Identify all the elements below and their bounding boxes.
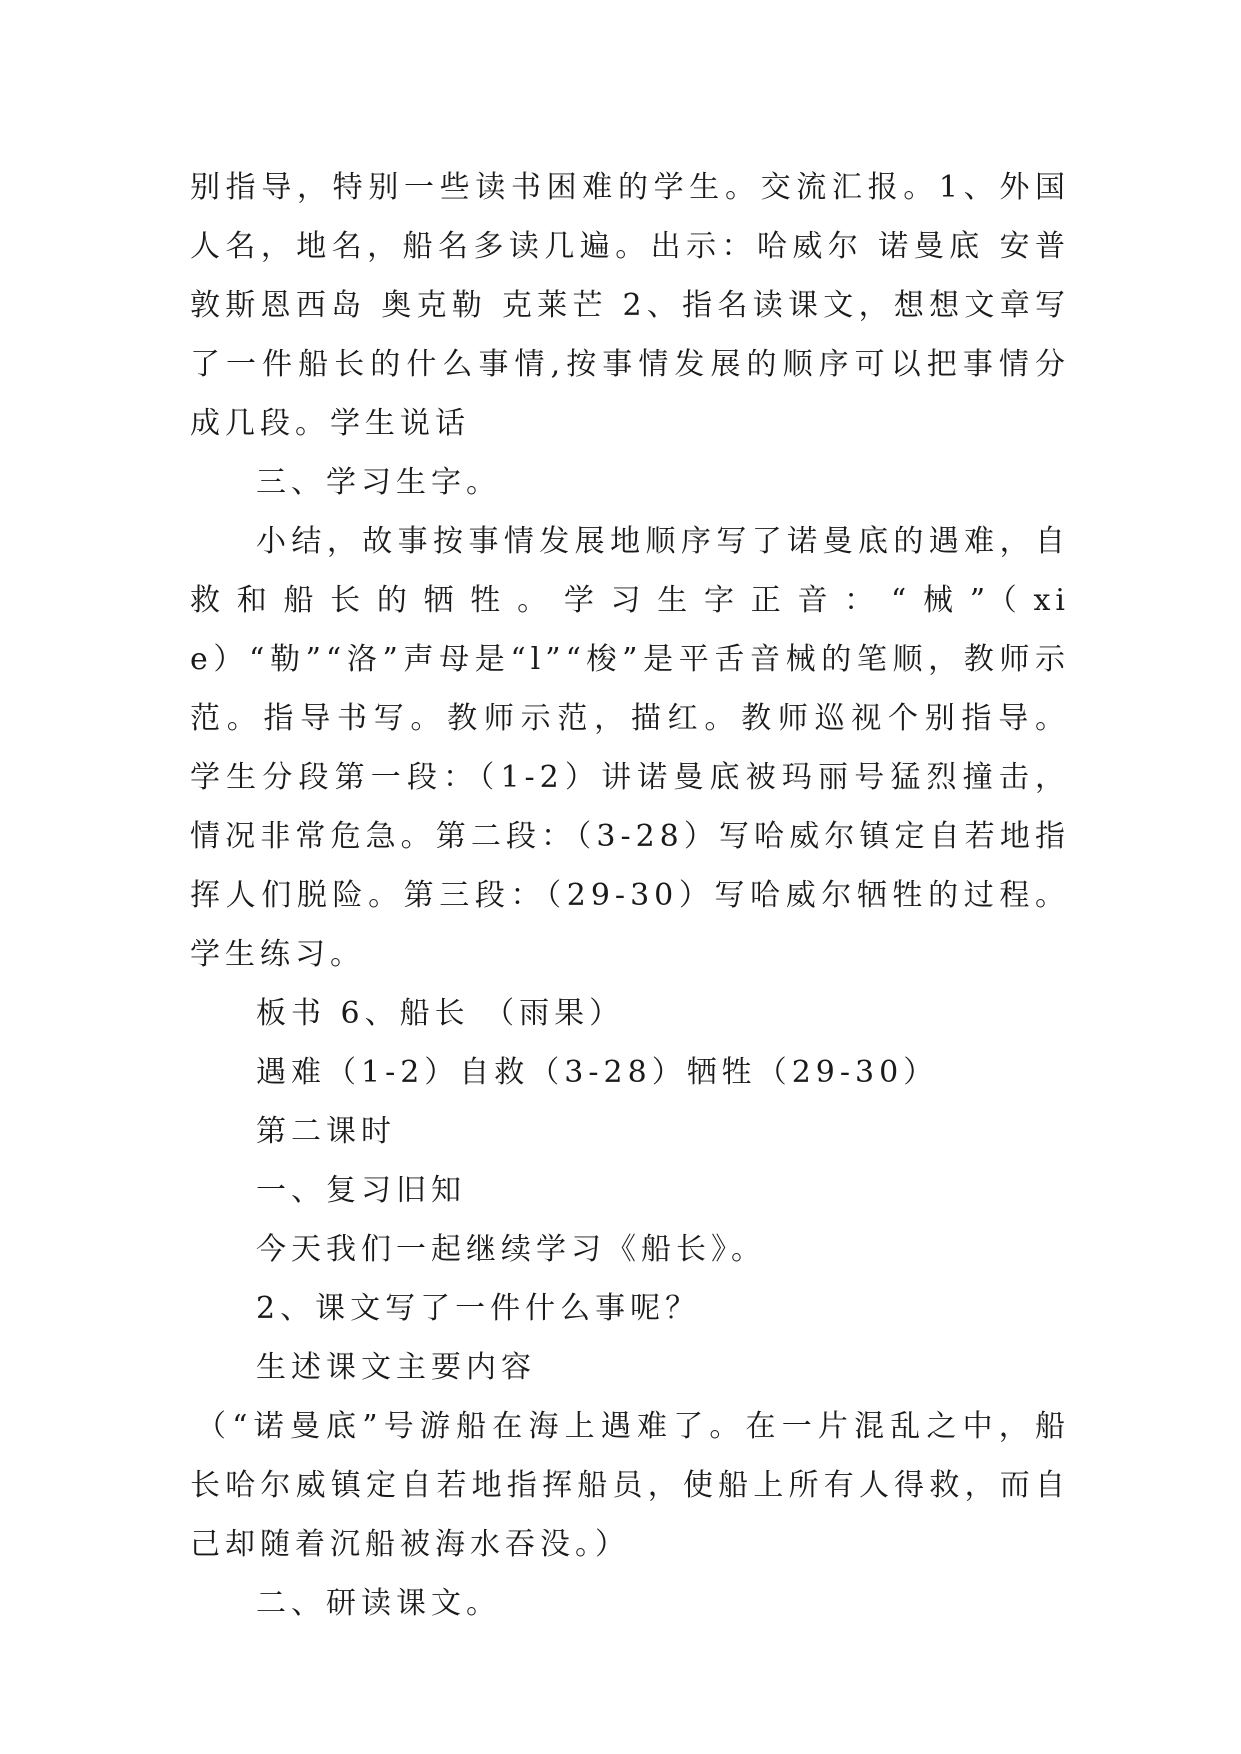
document-body [190, 158, 1070, 1633]
blackboard-title: 板书 6、船长 （雨果） [256, 996, 625, 1031]
paragraph-summary: 小结，故事按事情发展地顺序写了诺曼底的遇难，自救和船长的牺牲。学习生字正音：“械”（xie）“勒”“洛”声母是“l”“梭”是平舌音械的笔顺，教师示范。指导书写。教师示范，描红。教师巡视个别指导。 学生分段第一段：（1-2）讲诺曼底被玛丽号猛烈撞击，情况非常危急。第二段：（3-28）写哈威尔镇定自若地指挥人们脱险。第三段：（29-30）写哈威尔牺牲的过程。学生练习。 [190, 524, 1070, 972]
paragraph-continue-learning: 今天我们一起继续学习《船长》。 [256, 1232, 766, 1267]
blackboard-outline: 遇难（1-2）自救（3-28）牺牲（29-30） [256, 1055, 939, 1090]
section-heading-study-text: 二、研读课文。 [256, 1586, 501, 1621]
section-heading-review: 一、复习旧知 [256, 1173, 466, 1208]
paragraph-main-content: （“诺曼底”号游船在海上遇难了。在一片混乱之中，船长哈尔威镇定自若地指挥船员，使船上所有人得救，而自己却随着沉船被海水吞没。） [190, 1409, 1070, 1562]
paragraph-student-summary-label: 生述课文主要内容 [256, 1350, 536, 1385]
section-heading-learn-characters: 三、学习生字。 [256, 465, 501, 500]
paragraph-question: 2、课文写了一件什么事呢？ [256, 1291, 701, 1326]
paragraph-reading-guidance: 别指导，特别一些读书困难的学生。交流汇报。1、外国人名，地名，船名多读几遍。出示：哈威尔 诺曼底 安普敦斯恩西岛 奥克勒 克莱芒 2、指名读课文，想想文章写了一件船长的什么事情,按事情发展的顺序可以把事情分成几段。学生说话 [190, 170, 1070, 441]
lesson-two-heading: 第二课时 [256, 1114, 396, 1149]
